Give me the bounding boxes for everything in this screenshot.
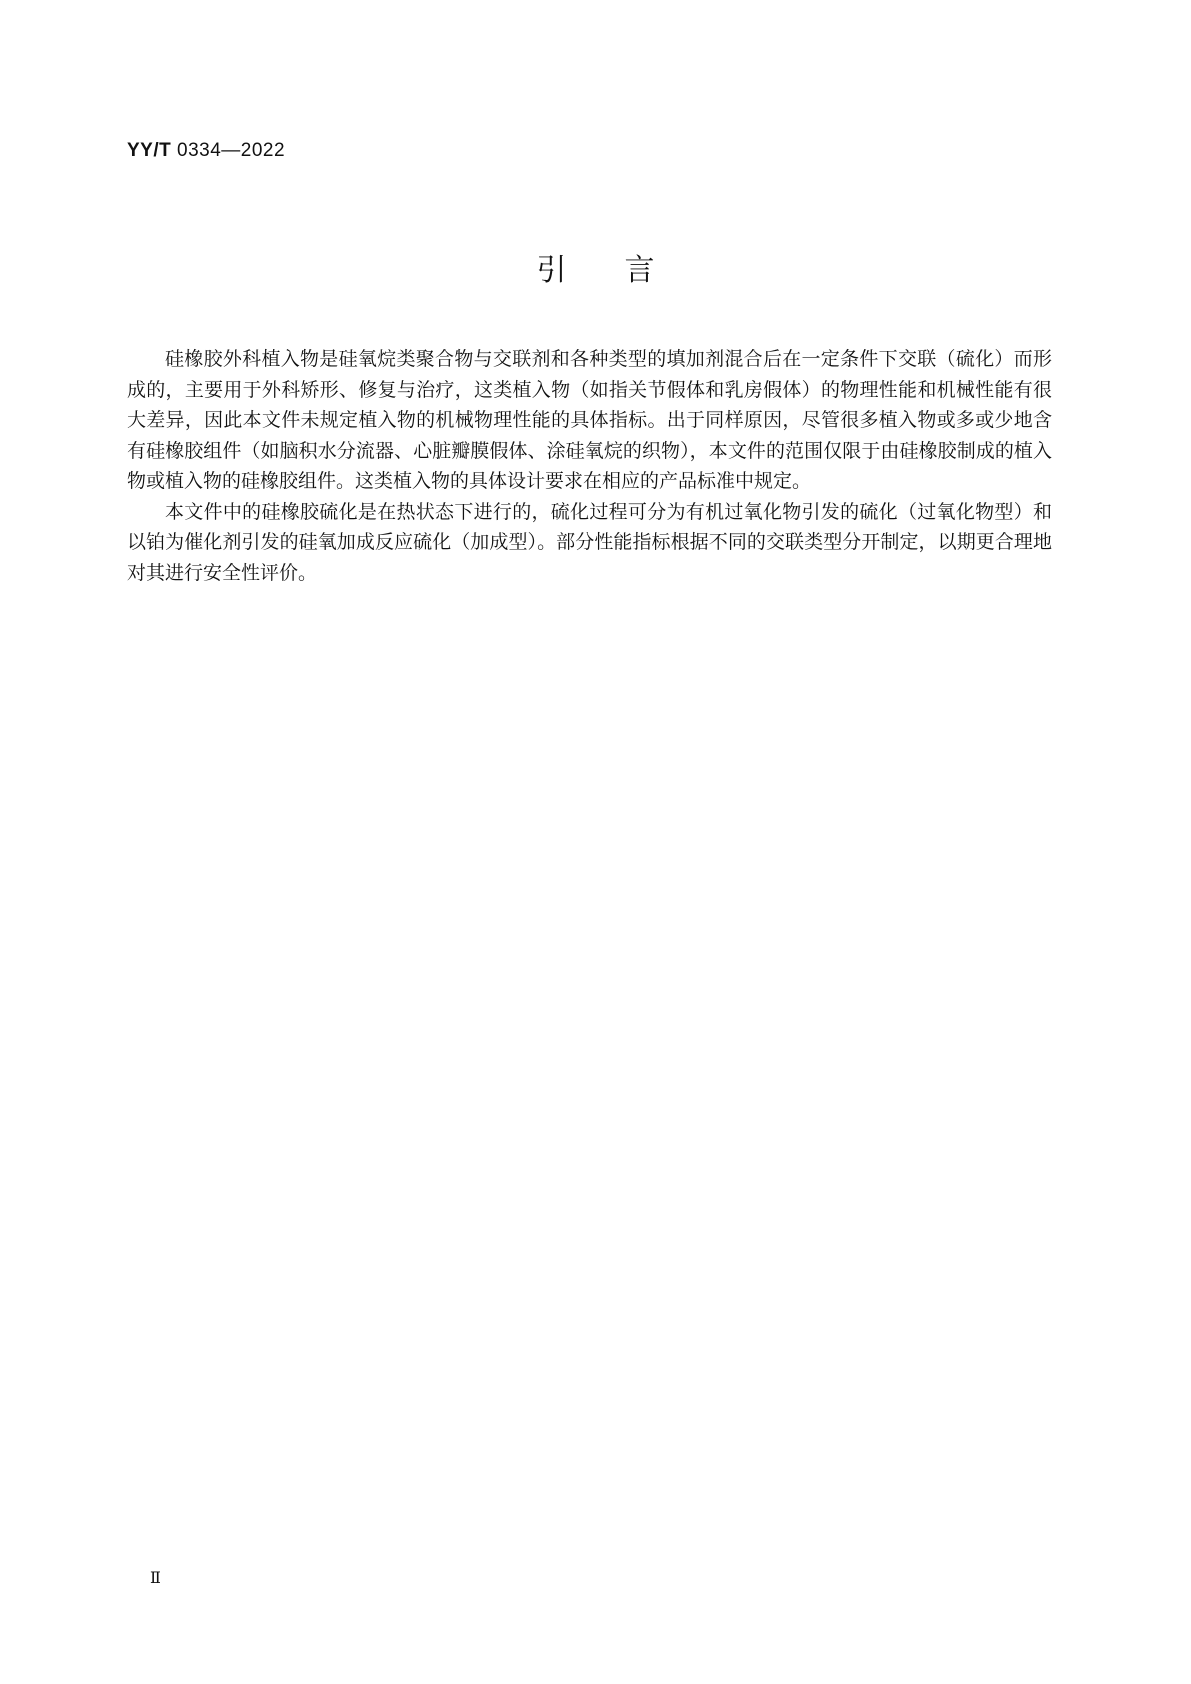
standard-code (127, 140, 285, 162)
page-title: 引言 (536, 253, 713, 288)
introduction-body (127, 344, 1052, 588)
paragraph-1: 硅橡胶外科植入物是硅氧烷类聚合物与交联剂和各种类型的填加剂混合后在一定条件下交联（硫化）而形成的，主要用于外科矫形、修复与治疗，这类植入物（如指关节假体和乳房假体）的物理性能和机械性能有很大差异，因此本文件未规定植入物的机械物理性能的具体指标。出于同样原因，尽管很多植入物或多或少地含有硅橡胶组件（如脑积水分流器、心脏瓣膜假体、涂硅氧烷的织物），本文件的范围仅限于由硅橡胶制成的植入物或植入物的硅橡胶组件。这类植入物的具体设计要求在相应的产品标准中规定。 (127, 348, 1052, 492)
page-number: Ⅱ (150, 1568, 161, 1587)
standard-code-number: 0334—2022 (171, 140, 286, 161)
paragraph-2: 本文件中的硅橡胶硫化是在热状态下进行的，硫化过程可分为有机过氧化物引发的硫化（过氧化物型）和以铂为催化剂引发的硅氧加成反应硫化（加成型）。部分性能指标根据不同的交联类型分开制定，以期更合理地对其进行安全性评价。 (127, 500, 1052, 584)
standard-code-prefix: YY/T (127, 140, 172, 161)
